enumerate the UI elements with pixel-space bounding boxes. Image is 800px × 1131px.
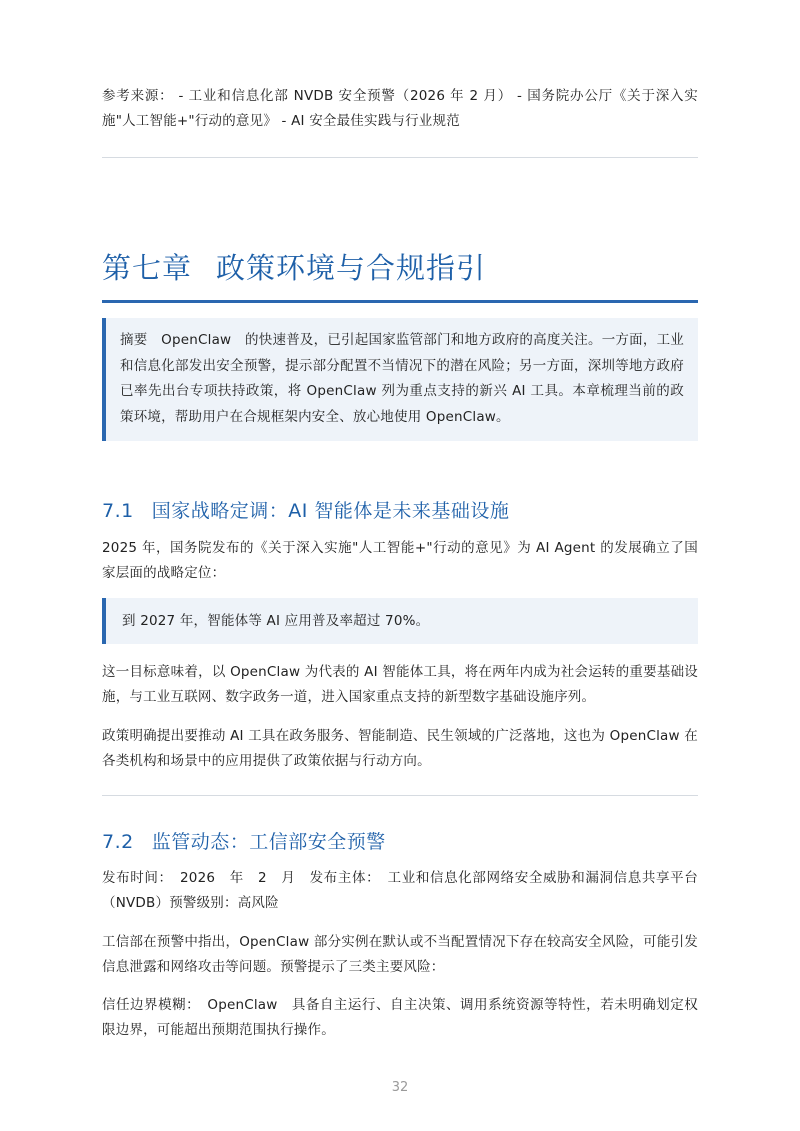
chapter-title: 政策环境与合规指引 [216, 251, 487, 285]
policy-quote-text: 到 2027 年，智能体等 AI 应用普及率超过 70%。 [122, 613, 430, 629]
warning-meta: 发布时间： 2026 年 2 月 发布主体： 工业和信息化部网络安全威胁和漏洞信息共享平台（NVDB）预警级别：高风险 [102, 870, 698, 911]
abstract-box [102, 318, 698, 441]
divider [102, 795, 698, 796]
page-number: 32 [391, 1080, 409, 1095]
section-title: 监管动态：工信部安全预警 [151, 831, 386, 853]
section-7-1-heading [102, 496, 509, 523]
section-7-1-paragraph: 政策明确提出要推动 AI 工具在政务服务、智能制造、民生领域的广泛落地，这也为 OpenClaw 在各类机构和场景中的应用提供了政策依据与行动方向。 [102, 728, 698, 769]
section-number: 7.2 [102, 831, 134, 853]
divider [102, 157, 698, 158]
chapter-underline [102, 300, 698, 303]
section-7-2-paragraph: 工信部在预警中指出，OpenClaw 部分实例在默认或不当配置情况下存在较高安全风险，可能引发信息泄露和网络攻击等问题。预警提示了三类主要风险： [102, 934, 698, 975]
chapter-heading [102, 246, 486, 287]
chapter-number: 第七章 [102, 251, 193, 285]
section-number: 7.1 [102, 500, 134, 522]
risk-item-trust-boundary: 信任边界模糊： OpenClaw 具备自主运行、自主决策、调用系统资源等特性，若未明确划定权限边界，可能超出预期范围执行操作。 [102, 997, 698, 1038]
section-7-1-paragraph: 这一目标意味着，以 OpenClaw 为代表的 AI 智能体工具，将在两年内成为社会运转的重要基础设施，与工业互联网、数字政务一道，进入国家重点支持的新型数字基础设施序列。 [102, 664, 698, 705]
section-7-2-heading [102, 827, 386, 854]
references-text: 参考来源： - 工业和信息化部 NVDB 安全预警（2026 年 2 月） - 国务院办公厅《关于深入实施"人工智能+"行动的意见》 - AI 安全最佳实践与行业规范 [102, 88, 698, 129]
policy-quote-box [102, 598, 698, 644]
abstract-text: 摘要 OpenClaw 的快速普及，已引起国家监管部门和地方政府的高度关注。一方面，工业和信息化部发出安全预警，提示部分配置不当情况下的潜在风险；另一方面，深圳等地方政府已率先出台专项扶持政策，将 OpenClaw 列为重点支持的新兴 AI 工具。本章梳理当前的政策环境，帮助用户在合规框架内安全、放心地使用 OpenClaw。 [120, 332, 684, 425]
section-7-1-intro: 2025 年，国务院发布的《关于深入实施"人工智能+"行动的意见》为 AI Agent 的发展确立了国家层面的战略定位： [102, 540, 698, 581]
section-title: 国家战略定调：AI 智能体是未来基础设施 [151, 500, 510, 522]
